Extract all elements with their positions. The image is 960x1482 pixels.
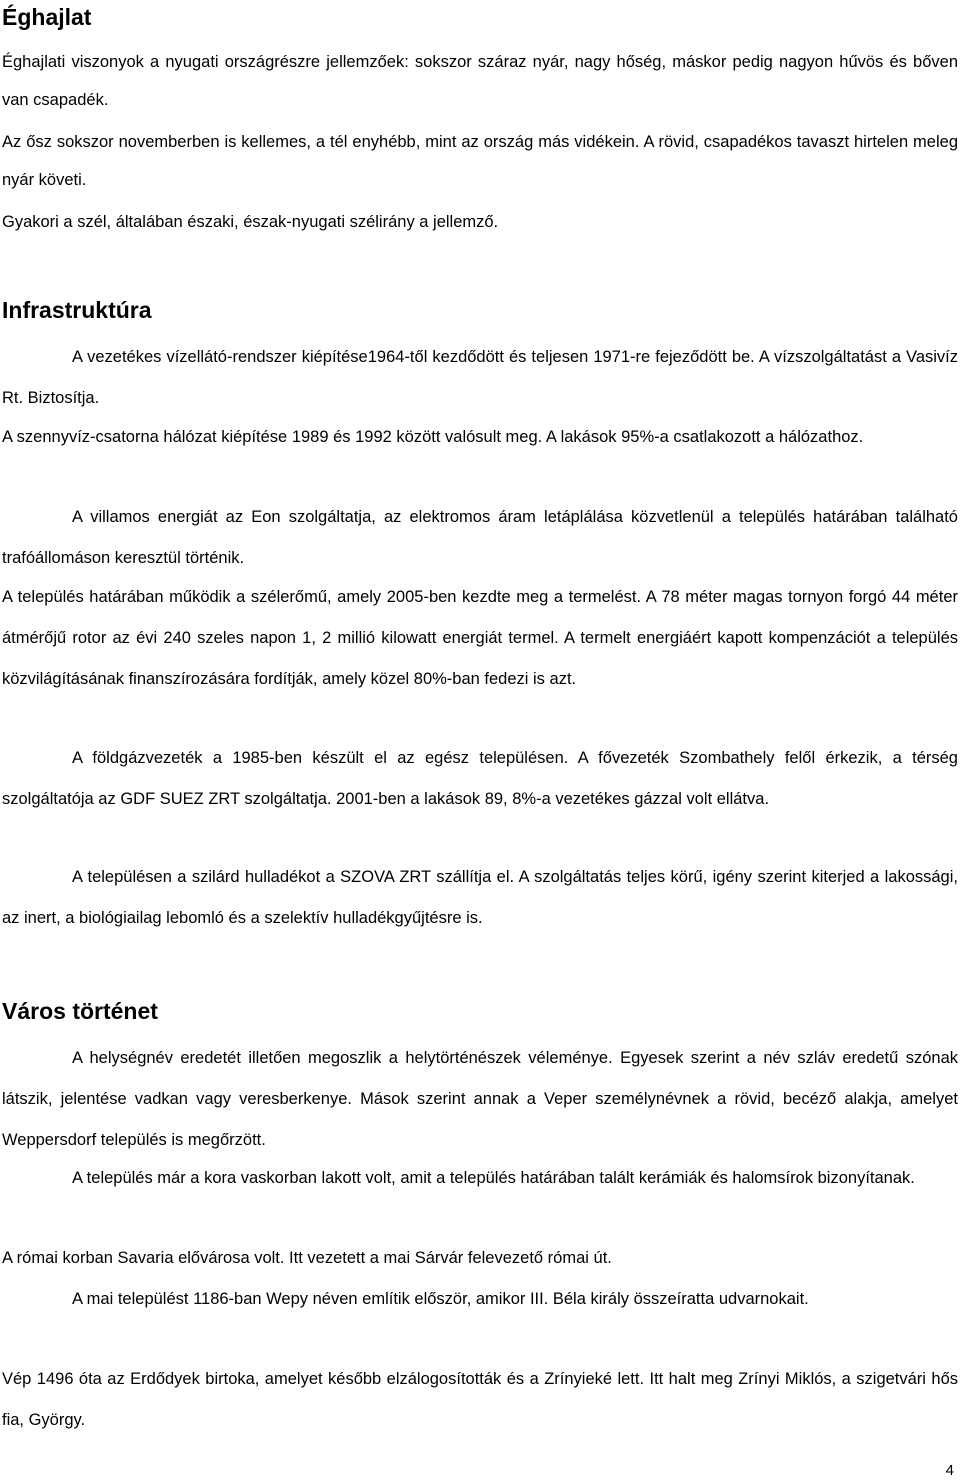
page-number: 4 (945, 1462, 954, 1479)
infrastructure-paragraph-4: A település határában működik a szélerőmű, amely 2005-ben kezdte meg a termelést. A 78 méter magas tornyon forgó 44 méter átmérőjű rotor az évi 240 szeles napon 1, 2 millió kilowatt energiát termel. A termelt energiáért kapott kompenzációt a település közvilágításának finanszírozására fordítják, amely közel 80%-ban fedezi is azt. (2, 588, 958, 688)
infrastructure-paragraph-2: A szennyvíz-csatorna hálózat kiépítése 1989 és 1992 között valósult meg. A lakások 95%-a csatlakozott a hálózathoz. (2, 428, 864, 446)
climate-paragraph-1: Éghajlati viszonyok a nyugati országrészre jellemzőek: sokszor száraz nyár, nagy hőség, máskor pedig nagyon hűvös és bőven van csapadék. (2, 53, 958, 109)
history-paragraph-4: A mai települést 1186-ban Wepy néven említik először, amikor III. Béla király összeíratta udvarnokait. (72, 1290, 809, 1308)
section-heading-history: Város történet (2, 998, 158, 1024)
infrastructure-paragraph-3: A villamos energiát az Eon szolgáltatja, az elektromos áram letáplálása közvetlenül a település határában található trafóállomáson keresztül történik. (2, 508, 958, 567)
infrastructure-paragraph-6: A településen a szilárd hulladékot a SZOVA ZRT szállítja el. A szolgáltatás teljes körű, igény szerint kiterjed a lakossági, az inert, a biológiailag lebomló és a szelektív hulladékgyűjtésre is. (2, 868, 958, 927)
section-heading-climate: Éghajlat (2, 4, 92, 30)
history-paragraph-3: A római korban Savaria elővárosa volt. Itt vezetett a mai Sárvár felevezető római út. (2, 1249, 612, 1267)
history-paragraph-1: A helységnév eredetét illetően megoszlik a helytörténészek véleménye. Egyesek szerint a név szláv eredetű szónak látszik, jelentése vadkan vagy veresberkenye. Mások szerint annak a Veper személynévnek a rövid, becéző alakja, amelyet Weppersdorf település is megőrzött. (2, 1049, 958, 1149)
history-paragraph-2: A település már a kora vaskorban lakott volt, amit a település határában talált kerámiák és halomsírok bizonyítanak. (72, 1169, 915, 1187)
section-heading-infrastructure: Infrastruktúra (2, 297, 152, 323)
history-paragraph-5: Vép 1496 óta az Erdődyek birtoka, amelyet később elzálogosították és a Zrínyieké lett. Itt halt meg Zrínyi Miklós, a szigetvári hős fia, György. (2, 1370, 958, 1429)
infrastructure-paragraph-5: A földgázvezeték a 1985-ben készült el az egész településen. A fővezeték Szombathely felől érkezik, a térség szolgáltatója az GDF SUEZ ZRT szolgáltatja. 2001-ben a lakások 89, 8%-a vezetékes gázzal volt ellátva. (2, 749, 958, 808)
climate-paragraph-2: Az ősz sokszor novemberben is kellemes, a tél enyhébb, mint az ország más vidékein. A rövid, csapadékos tavaszt hirtelen meleg nyár követi. (2, 133, 958, 189)
infrastructure-paragraph-1: A vezetékes vízellátó-rendszer kiépítése1964-től kezdődött és teljesen 1971-re fejeződött be. A vízszolgáltatást a Vasivíz Rt. Biztosítja. (2, 348, 958, 407)
climate-paragraph-3: Gyakori a szél, általában északi, észak-nyugati szélirány a jellemző. (2, 213, 499, 231)
